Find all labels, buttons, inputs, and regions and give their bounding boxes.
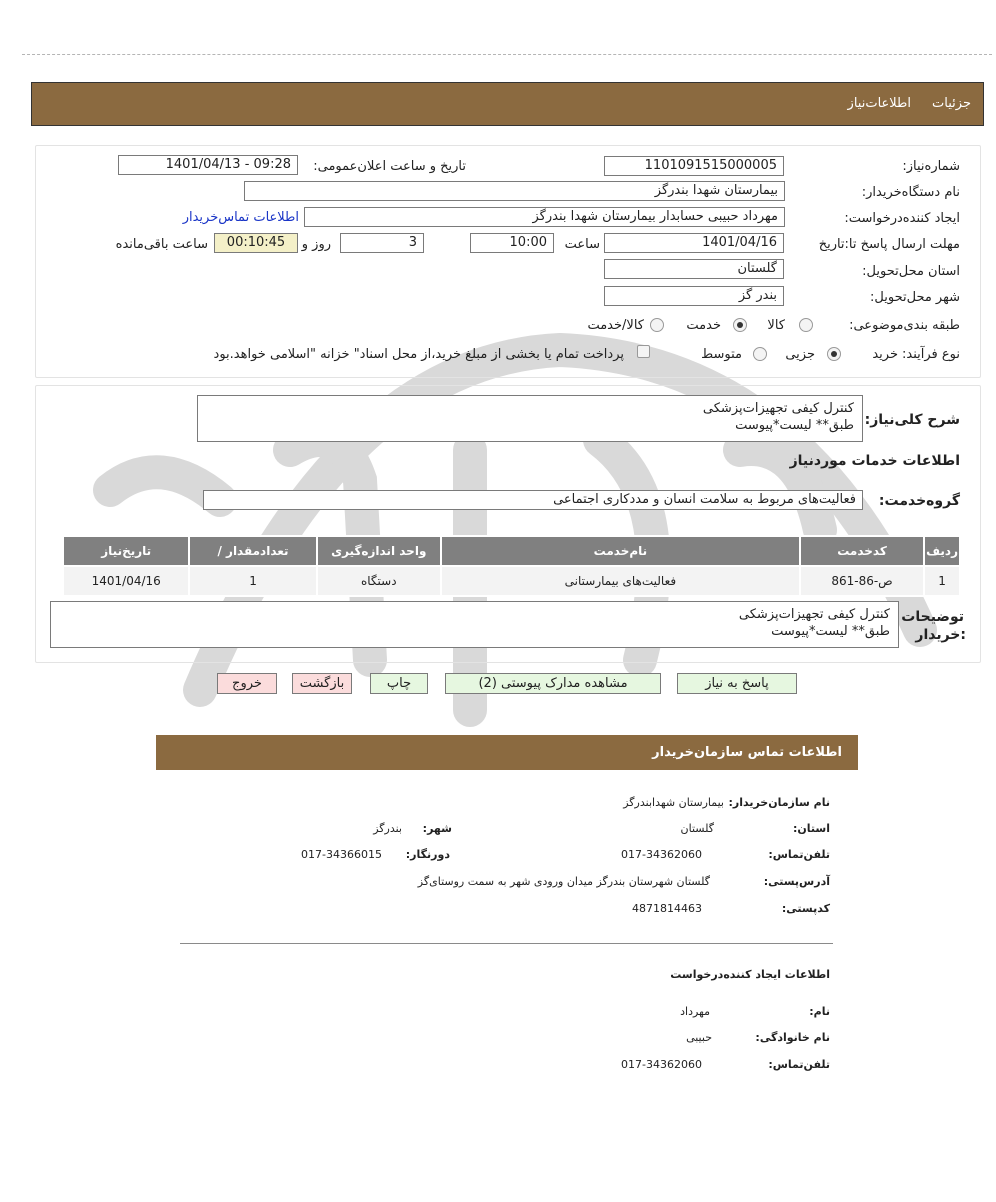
creator-phone-label: تلفن‌تماس: [768,1058,830,1071]
contact-fax-label: دورنگار: [405,848,450,861]
deadline-date-field: 1401/04/16 [604,233,784,253]
buyer-notes-box [50,601,899,648]
process-radio-medium[interactable] [753,347,767,361]
services-table [62,535,961,597]
org-name: بیمارستان شهدابندرگز [623,796,724,809]
contact-address-label: آدرس‌پستی: [763,875,830,888]
col-unit: واحد اندازه‌گیری [317,536,441,566]
contact-city: بندرگز [373,822,402,835]
col-row: ردیف [924,536,960,566]
creator-name: مهرداد [680,1005,710,1018]
contact-province: گلستان [680,822,714,835]
contact-phone-label: تلفن‌تماس: [768,848,830,861]
org-name-label: نام سازمان‌خریدار: [728,796,830,809]
announce-field: 1401/04/13 - 09:28 [118,155,298,175]
need-info-panel [35,145,981,378]
contact-postal-label: کد‌پستی: [781,902,830,915]
contact-province-label: استان: [793,822,830,835]
contact-phone: 017-34362060 [621,848,702,861]
buyer-org-field: بیمارستان شهدا بندرگز [244,181,785,201]
creator-info-heading: اطلاعات ایجاد کننده‌درخواست [670,968,830,981]
exit-button[interactable]: خروج [217,673,277,694]
deadline-label: مهلت ارسال پاسخ تا:تاریخ [818,237,960,252]
cell-need-date: 1401/04/16 [63,566,189,596]
cell-service-name: فعالیت‌های بیمارستانی [441,566,800,596]
service-group-label: گروه‌خدمت: [878,493,960,509]
need-number-field: 1101091515000005 [604,156,784,176]
buyer-notes-label-1: توضیحات [901,609,964,625]
page-header [31,82,984,126]
col-need-date: تاریخ‌نیاز [63,536,189,566]
buyer-notes-label-2: :خریدار [915,627,966,643]
treasury-checkbox[interactable] [637,345,650,358]
col-service-name: نام‌خدمت [441,536,800,566]
need-number-label: شماره‌نیاز: [902,159,960,174]
col-quantity: تعداد‌مقدار / [189,536,316,566]
province-label: استان محل‌تحویل: [862,264,960,279]
city-label: شهر محل‌تحویل: [870,290,960,305]
reply-button[interactable]: پاسخ به نیاز [677,673,797,694]
category-option-service: خدمت [686,318,721,333]
city-field: بندر گز [604,286,784,306]
process-option-minor: جزیی [785,347,815,362]
description-box [197,395,863,442]
deadline-time-label: ساعت [564,237,600,252]
process-label: نوع فرآیند: [902,347,960,362]
tab-need-info[interactable]: اطلاعات‌نیاز [847,96,911,111]
cell-row: 1 [924,566,960,596]
creator-label: ایجاد کننده‌درخواست: [844,211,960,226]
cell-service-code: ص-86-861 [800,566,924,596]
col-service-code: کدخدمت [800,536,924,566]
tab-details[interactable]: جزئیات [932,96,971,111]
cell-quantity: 1 [189,566,316,596]
contact-header [156,735,858,770]
remaining-time-field: 00:10:45 [214,233,298,253]
description-line-1: کنترل کیفی تجهیزات‌پزشکی [702,401,854,416]
buyer-org-label: نام دستگاه‌خریدار: [861,185,960,200]
creator-family: حبیبی [686,1031,712,1044]
description-label: شرح کلی‌نیاز: [864,412,960,428]
treasury-note: پرداخت تمام یا بخشی از مبلغ خرید،از محل اسناد" خزانه "اسلامی خواهد.بود [213,347,624,362]
print-button[interactable]: چاپ [370,673,428,694]
buyer-contact-link[interactable]: اطلاعات تماس‌خریدار [182,210,299,225]
buyer-notes-line-1: کنترل کیفی تجهیزات‌پزشکی [738,607,890,622]
creator-phone: 017-34362060 [621,1058,702,1071]
category-radio-service[interactable] [733,318,747,332]
deadline-time-field: 10:00 [470,233,554,253]
category-option-goods-service: کالا/خدمت [587,318,644,333]
contact-heading: اطلاعات تماس سازمان‌خریدار [652,745,842,760]
contact-fax: 017-34366015 [301,848,382,861]
services-heading: اطلاعات خدمات موردنیاز [789,453,960,469]
service-group-field: فعالیت‌های مربوط به سلامت انسان و مددکاری اجتماعی [203,490,863,510]
province-field: گلستان [604,259,784,279]
days-field: 3 [340,233,424,253]
contact-separator [180,943,833,944]
buyer-notes-line-2: طبق** لیست*پیوست [771,624,890,639]
announce-label: تاریخ و ساعت اعلان‌عمومی: [313,159,466,174]
category-radio-goods-service[interactable] [650,318,664,332]
contact-address: گلستان شهرستان بندرگز میدان ورودی شهر به سمت روستای‌گز [417,875,710,888]
category-label: طبقه بندی‌موضوعی: [849,318,960,333]
process-prefix: خرید [872,347,898,362]
table-row [63,566,960,596]
contact-postal: 4871814463 [632,902,702,915]
cell-unit: دستگاه [317,566,441,596]
attachments-button[interactable]: مشاهده مدارک پیوستی (2) [445,673,661,694]
remaining-label: ساعت باقی‌مانده [115,237,208,252]
creator-field: مهرداد حبیبی حسابدار بیمارستان شهدا بندرگز [304,207,785,227]
table-header-row [63,536,960,566]
contact-city-label: شهر: [422,822,452,835]
top-divider [22,54,992,55]
creator-family-label: نام خانوادگی: [755,1031,830,1044]
process-option-medium: متوسط [701,347,742,362]
back-button[interactable]: بازگشت [292,673,352,694]
process-radio-minor[interactable] [827,347,841,361]
category-option-goods: کالا [767,318,785,333]
category-radio-goods[interactable] [799,318,813,332]
days-label: روز و [301,237,331,252]
description-line-2: طبق** لیست*پیوست [735,418,854,433]
creator-name-label: نام: [809,1005,830,1018]
